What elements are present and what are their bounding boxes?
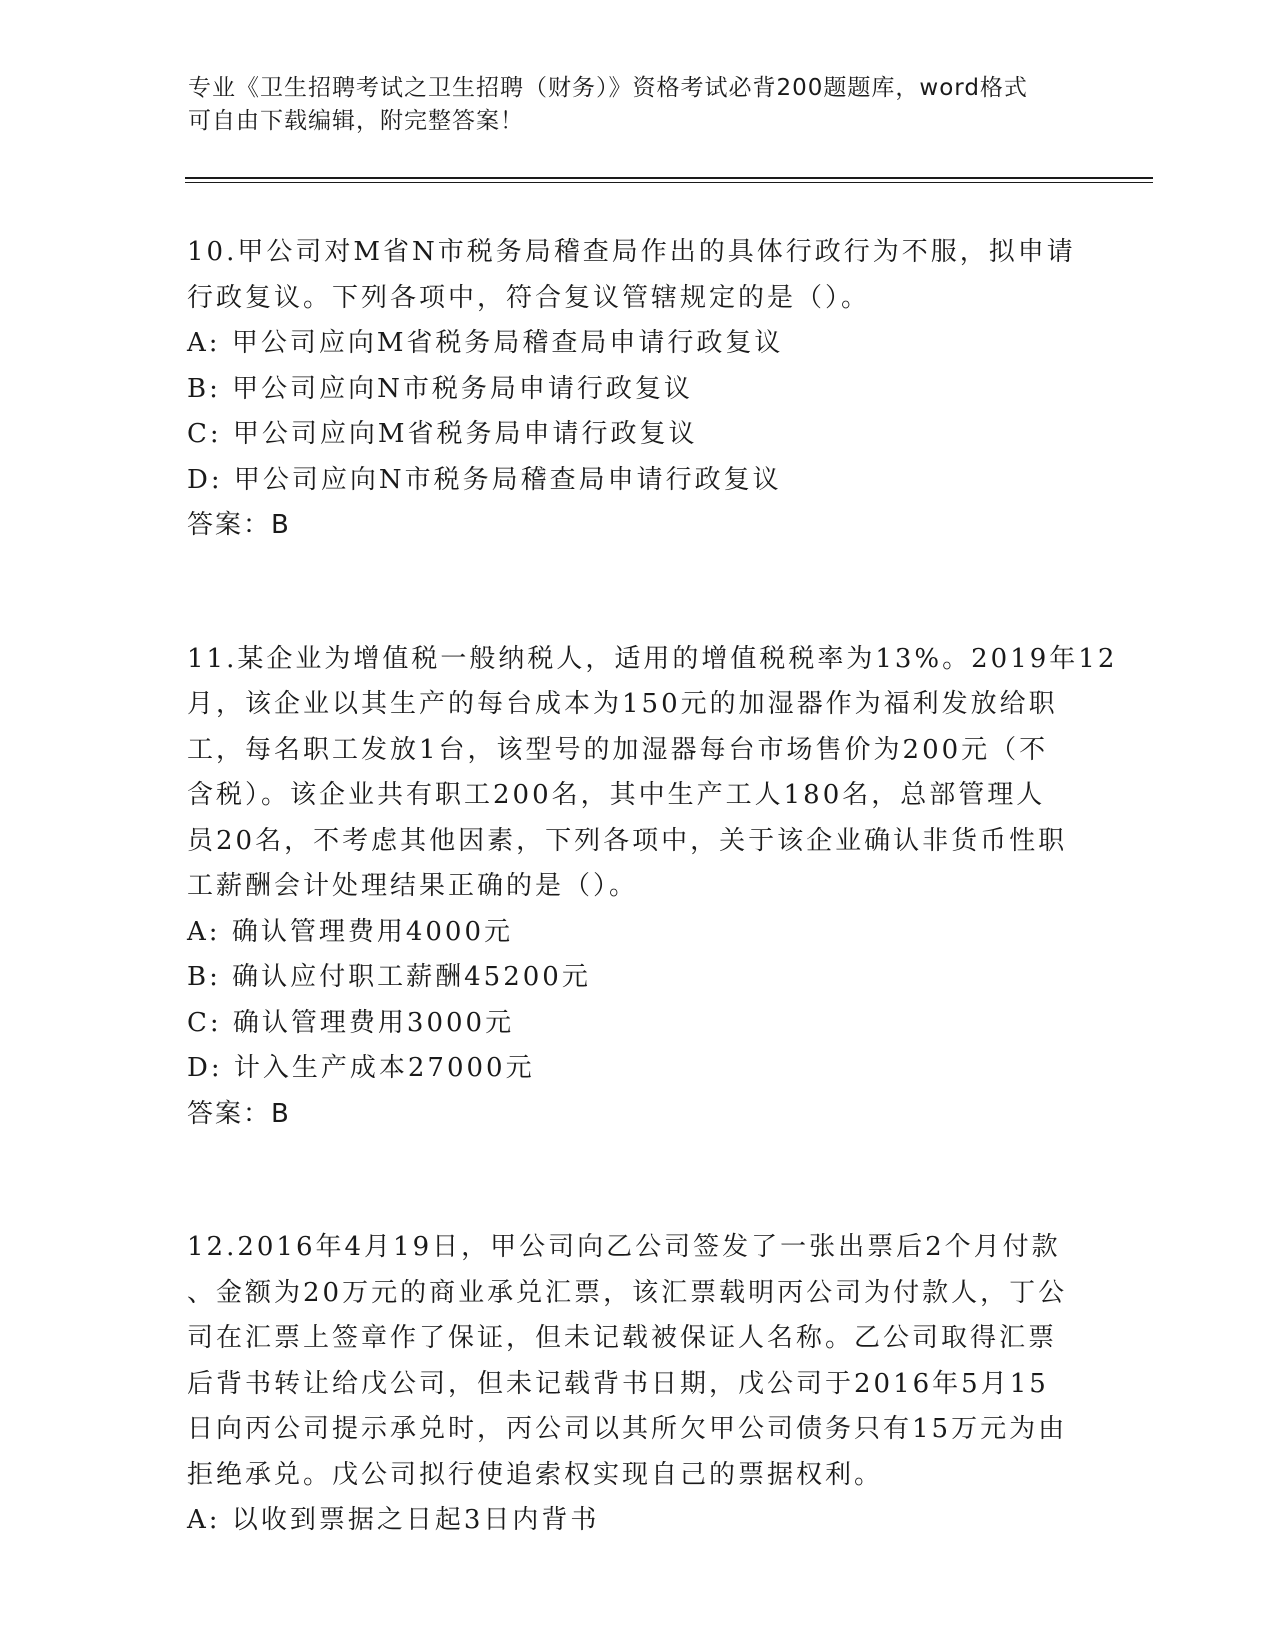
question-text-line: 10.甲公司对M省N市税务局稽查局作出的具体行政行为不服，拟申请 xyxy=(187,237,1076,267)
option-key: C: xyxy=(187,419,222,449)
option-text: 确认管理费用4000元 xyxy=(231,916,513,947)
question-12 xyxy=(187,1225,1107,1544)
option-d xyxy=(187,458,1107,504)
option-text: 确认应付职工薪酬45200元 xyxy=(232,962,591,992)
document-header xyxy=(188,72,1088,138)
option-d xyxy=(187,1046,1107,1092)
answer-line: 答案：B xyxy=(187,510,291,540)
question-gap xyxy=(187,1137,1107,1225)
question-list xyxy=(187,230,1118,1544)
header-line-2: 可自由下载编辑，附完整答案！ xyxy=(188,108,524,134)
option-key: D: xyxy=(187,1053,223,1083)
option-text: 甲公司应向N市税务局稽查局申请行政复议 xyxy=(233,464,782,495)
option-text: 确认管理费用3000元 xyxy=(232,1007,515,1038)
option-a xyxy=(187,1498,1107,1544)
question-text-line: 12.2016年4月19日，甲公司向乙公司签发了一张出票后2个月付款 xyxy=(187,1232,1061,1262)
question-gap xyxy=(187,549,1107,637)
question-11 xyxy=(187,637,1118,1138)
question-text-line: 行政复议。下列各项中，符合复议管辖规定的是（）。 xyxy=(187,282,871,313)
option-text: 甲公司应向M省税务局稽查局申请行政复议 xyxy=(231,328,784,358)
question-text-line: 工，每名职工发放1台，该型号的加湿器每台市场售价为200元（不 xyxy=(187,734,1049,765)
option-key: D: xyxy=(187,464,223,495)
option-key: A: xyxy=(187,328,221,358)
option-a xyxy=(187,910,1107,956)
option-b xyxy=(187,955,1107,1001)
option-key: A: xyxy=(187,1505,221,1535)
answer-line: 答案：B xyxy=(187,1098,291,1129)
option-b xyxy=(187,367,1107,413)
option-text: 计入生产成本27000元 xyxy=(233,1053,535,1083)
option-text: 甲公司应向N市税务局申请行政复议 xyxy=(232,373,693,404)
option-c xyxy=(187,412,1107,458)
question-text-line: 日向丙公司提示承兑时，丙公司以其所欠甲公司债务只有15万元为由 xyxy=(187,1414,1068,1444)
option-text: 甲公司应向M省税务局申请行政复议 xyxy=(232,419,698,449)
option-key: C: xyxy=(187,1007,222,1038)
option-key: B: xyxy=(187,373,221,404)
question-text-line: 司在汇票上签章作了保证，但未记载被保证人名称。乙公司取得汇票 xyxy=(187,1323,1058,1353)
option-key: B: xyxy=(187,962,221,992)
question-text-line: 、金额为20万元的商业承兑汇票，该汇票载明丙公司为付款人，丁公 xyxy=(187,1277,1068,1308)
option-text: 以收到票据之日起3日内背书 xyxy=(231,1505,600,1535)
option-c xyxy=(187,1001,1107,1047)
question-text-line: 拒绝承兑。戊公司拟行使追索权实现自己的票据权利。 xyxy=(187,1459,884,1490)
question-10 xyxy=(187,230,1107,549)
header-divider-thin xyxy=(185,182,1153,183)
option-key: A: xyxy=(187,916,221,947)
header-line-1: 专业《卫生招聘考试之卫生招聘（财务）》资格考试必背200题题库，word格式 xyxy=(188,75,1028,101)
question-text-line: 员20名，不考虑其他因素，下列各项中，关于该企业确认非货币性职 xyxy=(187,825,1068,856)
question-text-line: 工薪酬会计处理结果正确的是（）。 xyxy=(187,871,639,901)
option-a xyxy=(187,321,1107,367)
question-text-line: 11.某企业为增值税一般纳税人，适用的增值税税率为13%。2019年12 xyxy=(187,643,1118,674)
header-divider-thick xyxy=(185,177,1153,179)
question-text-line: 后背书转让给戊公司，但未记载背书日期，戊公司于2016年5月15 xyxy=(187,1368,1049,1399)
question-text-line: 含税）。该企业共有职工200名，其中生产工人180名，总部管理人 xyxy=(187,780,1046,810)
question-text-line: 月，该企业以其生产的每台成本为150元的加湿器作为福利发放给职 xyxy=(187,689,1058,719)
